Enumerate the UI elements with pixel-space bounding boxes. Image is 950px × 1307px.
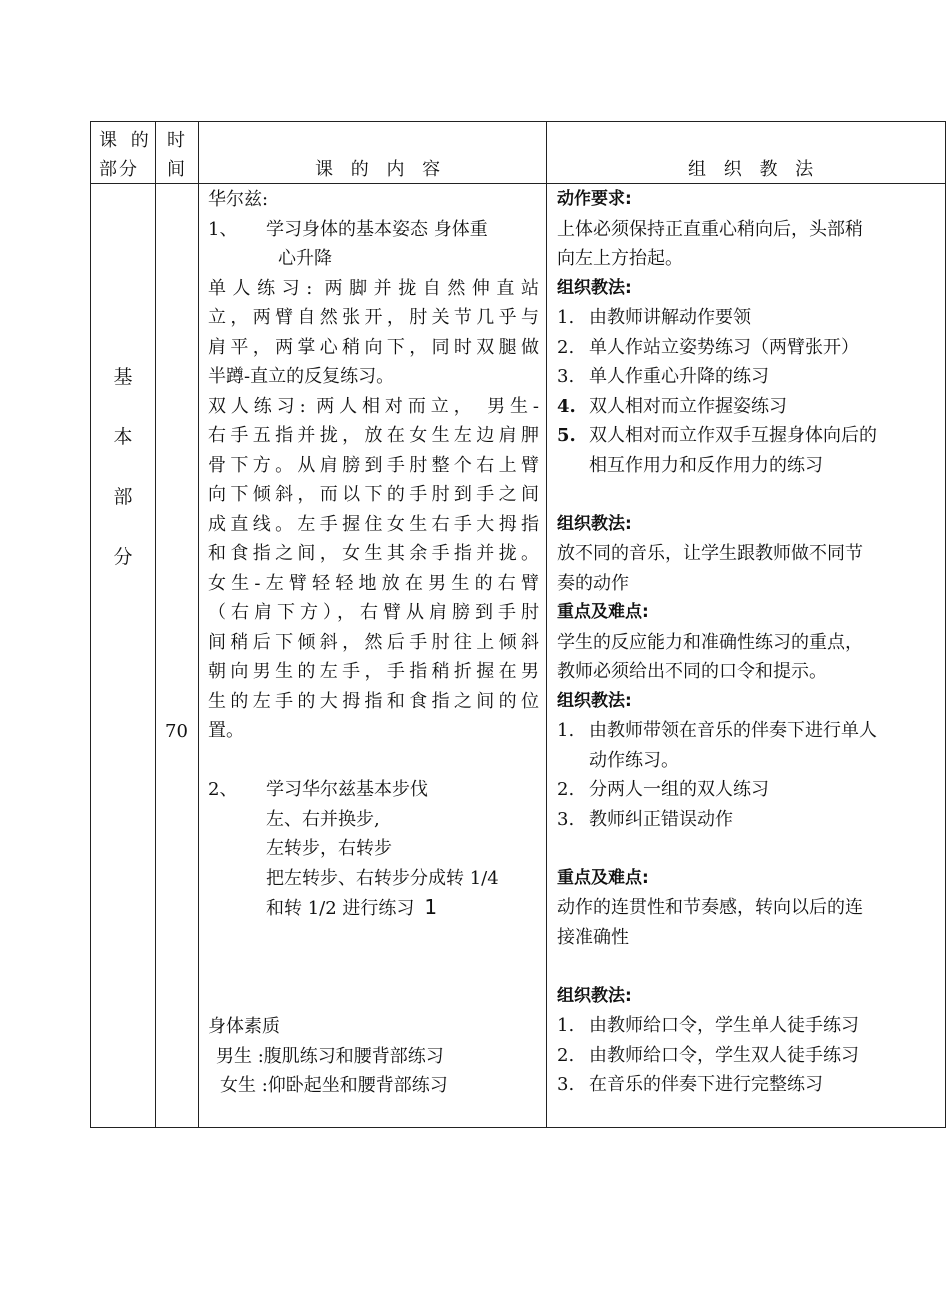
org-item bbox=[557, 333, 943, 363]
pair-line: 置。 bbox=[208, 720, 244, 741]
org2-line: 放不同的音乐，让学生跟教师做不同节 bbox=[557, 543, 863, 564]
org-item-number: 1. bbox=[557, 307, 575, 328]
header-part-l2: 部分 bbox=[99, 159, 139, 180]
org-item-number: 3. bbox=[557, 366, 575, 387]
item2-line: 左转步，右转步 bbox=[266, 838, 392, 859]
org-item-text: 由教师给口令，学生单人徒手练习 bbox=[589, 1015, 859, 1036]
key-label: 重点及难点: bbox=[557, 602, 649, 622]
header-divider bbox=[91, 183, 945, 184]
org-item-text: 单人作站立姿势练习（两臂张开） bbox=[589, 336, 859, 358]
org-label: 组织教法: bbox=[557, 690, 632, 711]
column-divider bbox=[155, 122, 156, 1127]
org2-line: 奏的动作 bbox=[557, 572, 629, 594]
key1-line: 学生的反应能力和准确性练习的重点， bbox=[557, 631, 863, 653]
item2-line: 左、右并换步, bbox=[266, 808, 380, 830]
item1-line2: 心升降 bbox=[278, 248, 332, 269]
solo-line: 肩平，两掌心稍向下，同时双腿做 bbox=[208, 336, 539, 358]
pair-line: 成直线。左手握住女生右手大拇指 bbox=[208, 513, 539, 535]
org-item-text: 教师纠正错误动作 bbox=[589, 808, 733, 830]
section-char: 分 bbox=[113, 546, 133, 568]
org-item bbox=[557, 716, 943, 746]
org-item-cont: 动作练习。 bbox=[589, 749, 679, 771]
org-item-number: 1. bbox=[557, 720, 575, 741]
pair-line: 和食指之间，女生其余手指并拢。 bbox=[208, 543, 539, 564]
pair-line: 向下倾斜，而以下的手肘到手之间 bbox=[208, 484, 539, 505]
header-time-l1: 时 bbox=[167, 130, 193, 151]
org-item-text: 在音乐的伴奏下进行完整练习 bbox=[589, 1074, 823, 1095]
item2-text: 和转 1/2 进行练习 bbox=[266, 898, 415, 919]
item2-line bbox=[208, 893, 539, 924]
method-cell bbox=[557, 185, 943, 1100]
org-item-text: 分两人一组的双人练习 bbox=[589, 779, 769, 800]
org-item-number: 1. bbox=[557, 1015, 575, 1036]
item1-text: 学习身体的基本姿态 身体重 bbox=[266, 218, 488, 240]
org-item bbox=[557, 1070, 943, 1100]
org-item bbox=[557, 362, 943, 392]
content-title: 华尔兹: bbox=[208, 189, 269, 210]
fitness-female: 女生 :仰卧起坐和腰背部练习 bbox=[220, 1075, 448, 1096]
fitness-title: 身体素质 bbox=[208, 1016, 280, 1037]
org-label: 组织教法: bbox=[557, 277, 632, 298]
org-item bbox=[557, 1011, 943, 1041]
pair-line: 生的左手的大拇指和食指之间的位 bbox=[208, 690, 539, 712]
org-item-number: 2. bbox=[557, 336, 575, 358]
org-item bbox=[557, 775, 943, 805]
req-line: 向左上方抬起。 bbox=[557, 248, 683, 269]
key2-line: 动作的连贯性和节奏感，转向以后的连 bbox=[557, 897, 863, 918]
key1-line: 教师必须给出不同的口令和提示。 bbox=[557, 661, 827, 682]
header-content: 课 的 内 容 bbox=[315, 159, 447, 180]
org-label: 组织教法: bbox=[557, 985, 632, 1006]
item2-mark: 1 bbox=[424, 895, 438, 919]
lesson-table bbox=[90, 121, 946, 1128]
org-item-number: 3. bbox=[557, 808, 575, 830]
section-char: 部 bbox=[113, 486, 133, 508]
pair-line: 女生-左臂轻轻地放在男生的右臂 bbox=[208, 572, 539, 594]
org-item-number: 2. bbox=[557, 1044, 575, 1066]
pair-line: （右肩下方），右臂从肩膀到手肘 bbox=[208, 602, 539, 623]
org-item bbox=[557, 1041, 943, 1071]
solo-line: 单人练习: 两脚并拢自然伸直站 bbox=[208, 277, 539, 299]
org-item-number: 4. bbox=[557, 395, 576, 417]
time-value: 70 bbox=[165, 721, 188, 742]
org-item bbox=[557, 805, 943, 835]
item1-number: 1、 bbox=[208, 218, 238, 240]
org-item-text: 双人相对而立作握姿练习 bbox=[589, 395, 787, 417]
req-line: 上体必须保持正直重心稍向后，头部稍 bbox=[557, 218, 863, 240]
section-char: 本 bbox=[113, 426, 133, 448]
pair-line: 间稍后下倾斜，然后手肘往上倾斜 bbox=[208, 631, 539, 653]
org-item-cont: 相互作用力和反作用力的练习 bbox=[589, 454, 823, 476]
header-time-l2: 间 bbox=[167, 159, 193, 180]
pair-line: 骨下方。从肩膀到手肘整个右上臂 bbox=[208, 454, 539, 476]
column-divider bbox=[546, 122, 547, 1127]
item2-line bbox=[208, 775, 539, 805]
pair-line: 朝向男生的左手，手指稍折握在男 bbox=[208, 661, 539, 682]
item1-line bbox=[208, 215, 539, 245]
org-item-text: 由教师讲解动作要领 bbox=[589, 307, 751, 328]
content-cell bbox=[208, 185, 539, 1101]
org-item-text: 由教师给口令，学生双人徒手练习 bbox=[589, 1044, 859, 1066]
solo-line: 半蹲-直立的反复练习。 bbox=[208, 366, 395, 387]
item2-line: 把左转步、右转步分成转 1/4 bbox=[266, 867, 499, 889]
pair-line: 右手五指并拢，放在女生左边肩胛 bbox=[208, 425, 539, 446]
org-item-number: 3. bbox=[557, 1074, 575, 1095]
org-label: 组织教法: bbox=[557, 513, 632, 534]
org-item-text: 由教师带领在音乐的伴奏下进行单人 bbox=[589, 720, 877, 741]
req-label: 动作要求: bbox=[557, 189, 632, 209]
org-item bbox=[557, 303, 943, 333]
solo-line: 立，两臂自然张开，肘关节几乎与 bbox=[208, 307, 539, 328]
fitness-male: 男生 :腹肌练习和腰背部练习 bbox=[216, 1045, 444, 1067]
org-item-number: 2. bbox=[557, 779, 575, 800]
header-part-l1: 课 的 bbox=[99, 130, 153, 151]
key2-line: 接准确性 bbox=[557, 926, 629, 948]
org-item-text: 单人作重心升降的练习 bbox=[589, 366, 769, 387]
item2-text: 学习华尔兹基本步伐 bbox=[266, 779, 428, 800]
section-char: 基 bbox=[113, 366, 133, 388]
header-method: 组 织 教 法 bbox=[688, 159, 820, 180]
org-item bbox=[557, 392, 943, 422]
key-label: 重点及难点: bbox=[557, 867, 649, 888]
org-item-text: 双人相对而立作双手互握身体向后的 bbox=[589, 425, 877, 446]
pair-line: 双人练习: 两人相对而立， 男生- bbox=[208, 395, 539, 417]
org-item bbox=[557, 421, 943, 451]
item2-number: 2、 bbox=[208, 779, 238, 800]
column-divider bbox=[198, 122, 199, 1127]
org-item-number: 5. bbox=[557, 425, 576, 446]
